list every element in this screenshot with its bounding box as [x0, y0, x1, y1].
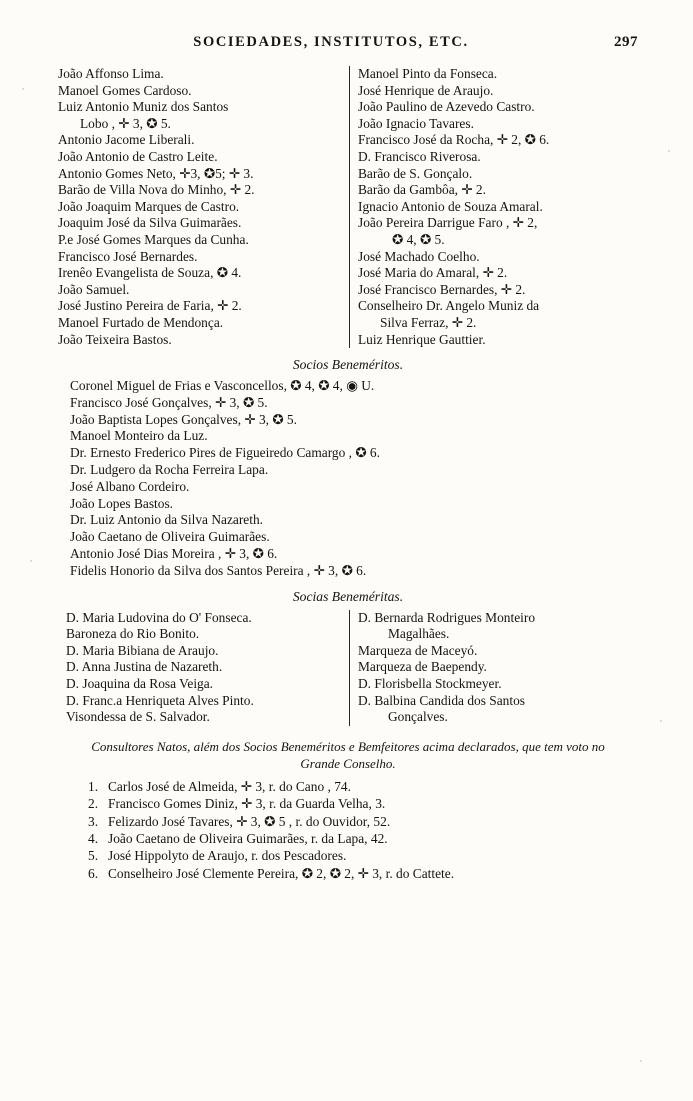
list-item: Dr. Ludgero da Rocha Ferreira Lapa. — [70, 462, 269, 478]
list-item-label: José Hippolyto de Araujo, r. dos Pescadores. — [108, 848, 347, 864]
socias-column-right — [350, 610, 638, 726]
list-item: Francisco José da Rocha, ✛ 2, ✪ 6. — [358, 132, 550, 148]
list-item: João Teixeira Bastos. — [58, 331, 172, 347]
members-column-right — [350, 66, 638, 348]
list-item: D. Balbina Candida dos Santos — [358, 692, 525, 708]
list-item: Luiz Henrique Gauttier. — [358, 331, 486, 347]
list-item: João Ignacio Tavares. — [358, 115, 474, 131]
list-item: Francisco José Gonçalves, ✛ 3, ✪ 5. — [70, 394, 268, 410]
list-item — [88, 778, 638, 795]
list-item: Francisco José Bernardes. — [58, 248, 198, 264]
list-item-label: João Caetano de Oliveira Guimarães, r. da Lapa, 42. — [108, 831, 388, 847]
list-item: Barão de S. Gonçalo. — [358, 165, 473, 181]
list-item: José Justino Pereira de Faria, ✛ 2. — [58, 298, 242, 314]
members-list — [58, 66, 638, 348]
socias-column-left — [58, 610, 350, 726]
scan-speck — [640, 1060, 642, 1062]
list-item: Barão da Gambôa, ✛ 2. — [358, 182, 486, 198]
scan-speck — [668, 150, 670, 152]
section-heading-socios-beneméritos: Socios Beneméritos. — [292, 357, 404, 373]
scan-speck — [660, 720, 662, 722]
list-item: D. Maria Ludovina do O' Fonseca. — [66, 609, 252, 625]
list-item-number: 6. — [88, 865, 99, 881]
list-item: Coronel Miguel de Frias e Vasconcellos, ✪ 4, ✪ 4, ◉ U. — [70, 378, 375, 394]
list-item: Marqueza de Baependy. — [358, 659, 487, 675]
list-item-number: 5. — [88, 848, 99, 864]
consultores-list — [58, 778, 638, 882]
socios-beneméritos-list — [58, 378, 638, 580]
list-item: Dr. Ernesto Frederico Pires de Figueiredo Camargo , ✪ 6. — [70, 445, 380, 461]
list-item: Conselheiro Dr. Angelo Muniz da — [358, 298, 540, 314]
list-item: Silva Ferraz, ✛ 2. — [380, 314, 477, 330]
list-item: Manoel Gomes Cardoso. — [58, 82, 192, 98]
list-item: José Albano Cordeiro. — [70, 478, 190, 494]
list-item: Luiz Antonio Muniz dos Santos — [58, 99, 229, 115]
page-title: SOCIEDADES, INSTITUTOS, ETC. — [193, 34, 469, 50]
list-item: Magalhães. — [388, 626, 450, 642]
list-item-label: Carlos José de Almeida, ✛ 3, r. do Cano , 74. — [108, 778, 351, 794]
list-item: Lobo , ✛ 3, ✪ 5. — [80, 115, 171, 131]
list-item — [88, 830, 638, 847]
page-content — [58, 34, 638, 882]
list-item-number: 1. — [88, 778, 99, 794]
scan-speck — [22, 88, 24, 90]
list-item: Irenêo Evangelista de Souza, ✪ 4. — [58, 265, 242, 281]
scan-speck — [30, 560, 32, 562]
list-item: D. Maria Bibiana de Araujo. — [66, 642, 219, 658]
list-item: D. Florisbella Stockmeyer. — [358, 676, 502, 692]
list-item: João Baptista Lopes Gonçalves, ✛ 3, ✪ 5. — [70, 411, 297, 427]
list-item-label: Conselheiro José Clemente Pereira, ✪ 2, ✪ 2, ✛ 3, r. do Cattete. — [108, 865, 455, 881]
list-item: João Lopes Bastos. — [70, 495, 174, 511]
list-item-label: Francisco Gomes Diniz, ✛ 3, r. da Guarda Velha, 3. — [108, 796, 386, 812]
list-item — [88, 795, 638, 812]
list-item: João Joaquim Marques de Castro. — [58, 198, 240, 214]
list-item: José Maria do Amaral, ✛ 2. — [358, 265, 508, 281]
list-item: Dr. Luiz Antonio da Silva Nazareth. — [70, 512, 263, 528]
list-item: Joaquim José da Silva Guimarães. — [58, 215, 242, 231]
list-item: Barão de Villa Nova do Minho, ✛ 2. — [58, 182, 255, 198]
list-item: ✪ 4, ✪ 5. — [392, 231, 445, 247]
list-item: Antonio José Dias Moreira , ✛ 3, ✪ 6. — [70, 546, 278, 562]
list-item-number: 4. — [88, 831, 99, 847]
list-item: Antonio Gomes Neto, ✛3, ✪5; ✛ 3. — [58, 165, 254, 181]
members-column-left — [58, 66, 350, 348]
list-item: João Pereira Darrigue Faro , ✛ 2, — [358, 215, 538, 231]
list-item: José Henrique de Araujo. — [358, 82, 494, 98]
list-item: D. Bernarda Rodrigues Monteiro — [358, 609, 536, 625]
page-header — [58, 34, 638, 60]
list-item — [88, 865, 638, 882]
list-item: P.e José Gomes Marques da Cunha. — [58, 231, 249, 247]
list-item: Marqueza de Maceyó. — [358, 642, 478, 658]
list-item: Baroneza do Rio Bonito. — [66, 626, 200, 642]
list-item: João Affonso Lima. — [58, 66, 164, 81]
socias-beneméritas-list — [58, 610, 638, 726]
list-item: Visondessa de S. Salvador. — [66, 709, 210, 725]
section-heading-socias-beneméritas: Socias Beneméritas. — [292, 588, 404, 604]
list-item: Gonçalves. — [388, 709, 448, 725]
consultores-note: Consultores Natos, além dos Socios Beneméritos e Bemfeitores acima declarados, que tem voto no Grande Conselho. — [91, 738, 605, 771]
page-number: 297 — [614, 34, 638, 50]
list-item: Fidelis Honorio da Silva dos Santos Pereira , ✛ 3, ✪ 6. — [70, 562, 367, 578]
list-item-label: Felizardo José Tavares, ✛ 3, ✪ 5 , r. do Ouvidor, 52. — [108, 813, 391, 829]
list-item: Manoel Furtado de Mendonça. — [58, 314, 224, 330]
list-item: João Samuel. — [58, 281, 130, 297]
list-item: Manoel Monteiro da Luz. — [70, 428, 208, 444]
list-item: Ignacio Antonio de Souza Amaral. — [358, 198, 543, 214]
list-item: Manoel Pinto da Fonseca. — [358, 66, 498, 81]
list-item: José Machado Coelho. — [358, 248, 480, 264]
list-item-number: 3. — [88, 813, 99, 829]
list-item-number: 2. — [88, 796, 99, 812]
list-item: D. Francisco Riverosa. — [358, 148, 481, 164]
list-item: João Caetano de Oliveira Guimarães. — [70, 529, 270, 545]
list-item: D. Anna Justina de Nazareth. — [66, 659, 223, 675]
list-item — [88, 813, 638, 830]
list-item: Antonio Jacome Liberali. — [58, 132, 195, 148]
list-item: D. Joaquina da Rosa Veiga. — [66, 676, 214, 692]
list-item: D. Franc.a Henriqueta Alves Pinto. — [66, 692, 254, 708]
list-item — [88, 847, 638, 864]
list-item: João Antonio de Castro Leite. — [58, 148, 218, 164]
list-item: José Francisco Bernardes, ✛ 2. — [358, 281, 526, 297]
list-item: João Paulino de Azevedo Castro. — [358, 99, 535, 115]
